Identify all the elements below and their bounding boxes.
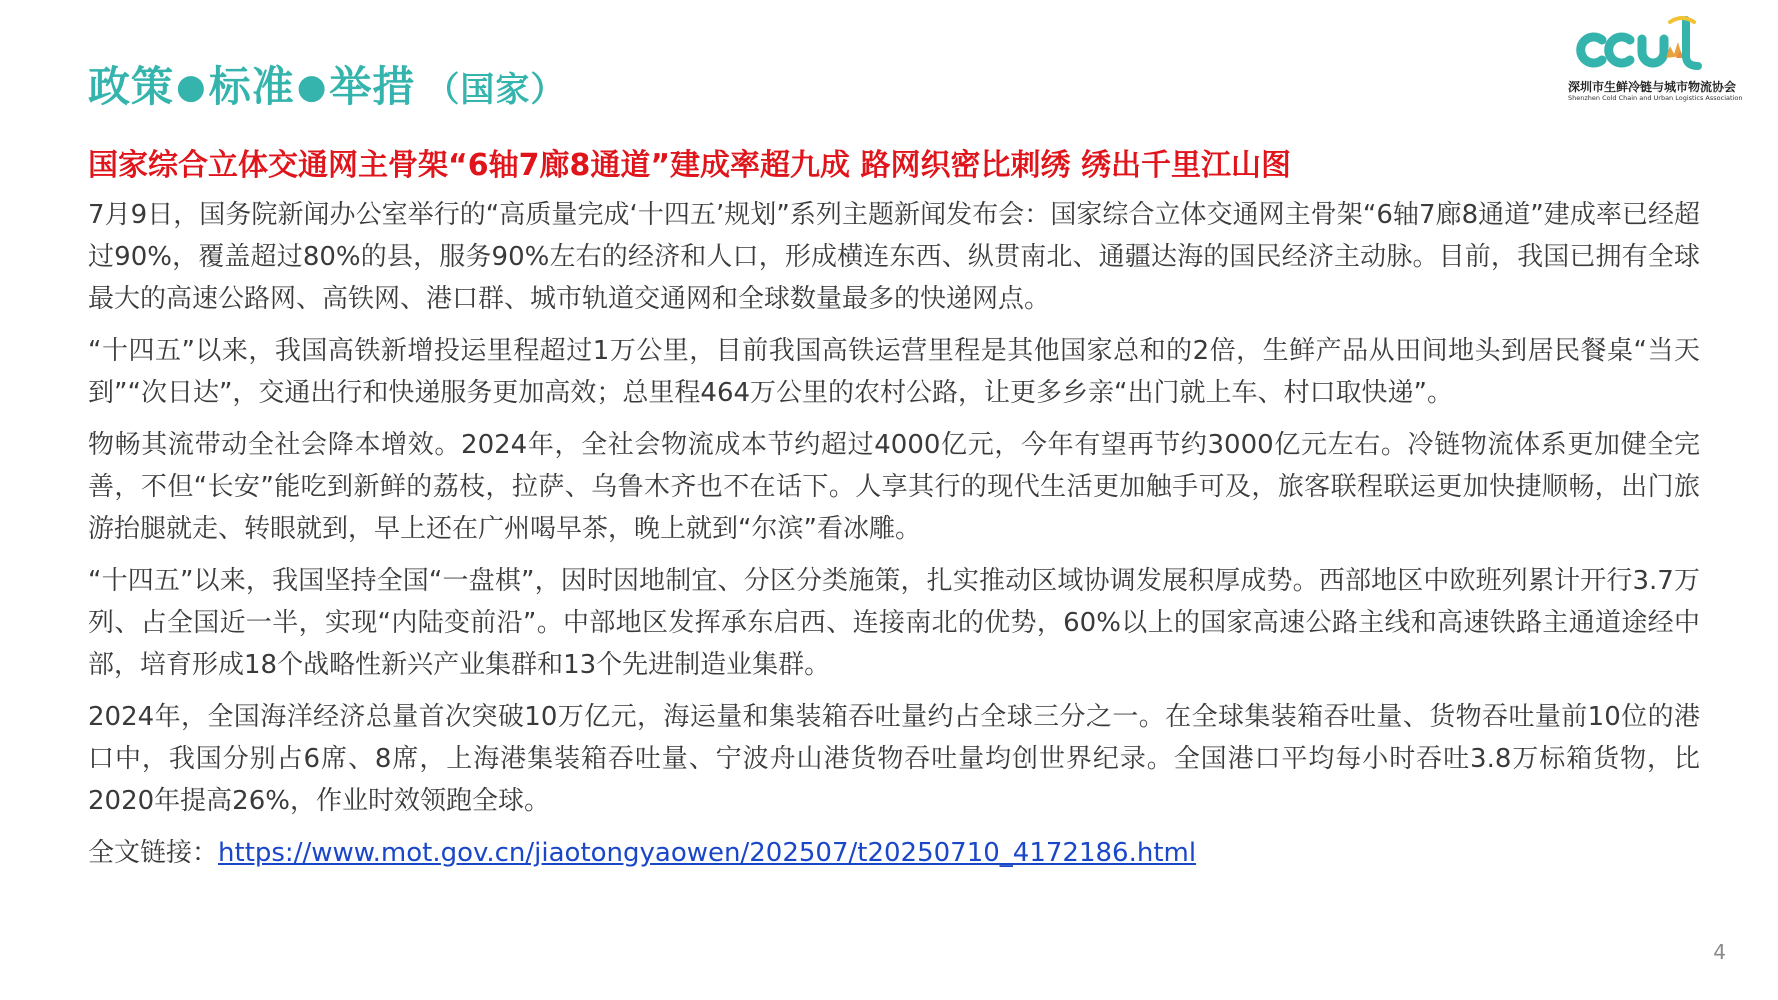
title-measures: 举措: [329, 62, 416, 111]
title-standard: 标准: [208, 62, 295, 111]
paragraph: 7月9日，国务院新闻办公室举行的“高质量完成‘十四五’规划”系列主题新闻发布会：国家综合立体交通网主骨架“6轴7廊8通道”建成率已经超过90%，覆盖超过80%的县，服务90%左右的经济和人口，形成横连东西、纵贯南北、通疆达海的国民经济主动脉。目前，我国已拥有全球最大的高速公路网、高铁网、港口群、城市轨道交通网和全球数量最多的快递网点。: [88, 200, 1700, 314]
association-logo: [1558, 12, 1743, 102]
paragraph: “十四五”以来，我国坚持全国“一盘棋”，因时因地制宜、分区分类施策，扎实推动区域协调发展积厚成势。西部地区中欧班列累计开行3.7万列、占全国近一半，实现“内陆变前沿”。中部地区发挥承东启西、连接南北的优势，60%以上的国家高速公路主线和高速铁路主通道途经中部，培育形成18个战略性新兴产业集群和13个先进制造业集群。: [88, 566, 1700, 680]
ccul-logo-mark: [1558, 12, 1738, 78]
title-separator: ●: [296, 67, 328, 107]
news-headline: 国家综合立体交通网主骨架“6轴7廊8通道”建成率超九成 路网织密比刺绣 绣出千里江山图: [88, 148, 1291, 183]
logo-english-name: Shenzhen Cold Chain and Urban Logistics Association: [1568, 94, 1743, 102]
paragraph: 物畅其流带动全社会降本增效。2024年，全社会物流成本节约超过4000亿元，今年有望再节约3000亿元左右。冷链物流体系更加健全完善，不但“长安”能吃到新鲜的荔枝，拉萨、乌鲁木齐也不在话下。人享其行的现代生活更加触手可及，旅客联程联运更加快捷顺畅，出门旅游抬腿就走、转眼就到，早上还在广州喝早茶，晚上就到“尔滨”看冰雕。: [88, 430, 1700, 544]
link-label: 全文链接：: [88, 838, 219, 868]
title-separator: ●: [176, 67, 207, 107]
title-policy: 政策: [88, 62, 175, 111]
page-number: 4: [1713, 940, 1726, 964]
logo-chinese-name: 深圳市生鲜冷链与城市物流协会: [1568, 80, 1737, 94]
full-text-link-line: [88, 832, 1700, 874]
page-title: [88, 54, 565, 114]
title-subtitle: （国家）: [425, 70, 566, 110]
paragraph: “十四五”以来，我国高铁新增投运里程超过1万公里，目前我国高铁运营里程是其他国家总和的2倍，生鲜产品从田间地头到居民餐桌“当天到”“次日达”，交通出行和快递服务更加高效；总里程464万公里的农村公路，让更多乡亲“出门就上车、村口取快递”。: [88, 336, 1700, 408]
article-body: [88, 194, 1700, 874]
full-text-link[interactable]: https://www.mot.gov.cn/jiaotongyaowen/202507/t20250710_4172186.html: [218, 838, 1197, 868]
paragraph: 2024年，全国海洋经济总量首次突破10万亿元，海运量和集装箱吞吐量约占全球三分之一。在全球集装箱吞吐量、货物吞吐量前10位的港口中，我国分别占6席、8席，上海港集装箱吞吐量、宁波舟山港货物吞吐量均创世界纪录。全国港口平均每小时吞吐3.8万标箱货物，比2020年提高26%，作业时效领跑全球。: [88, 702, 1700, 816]
